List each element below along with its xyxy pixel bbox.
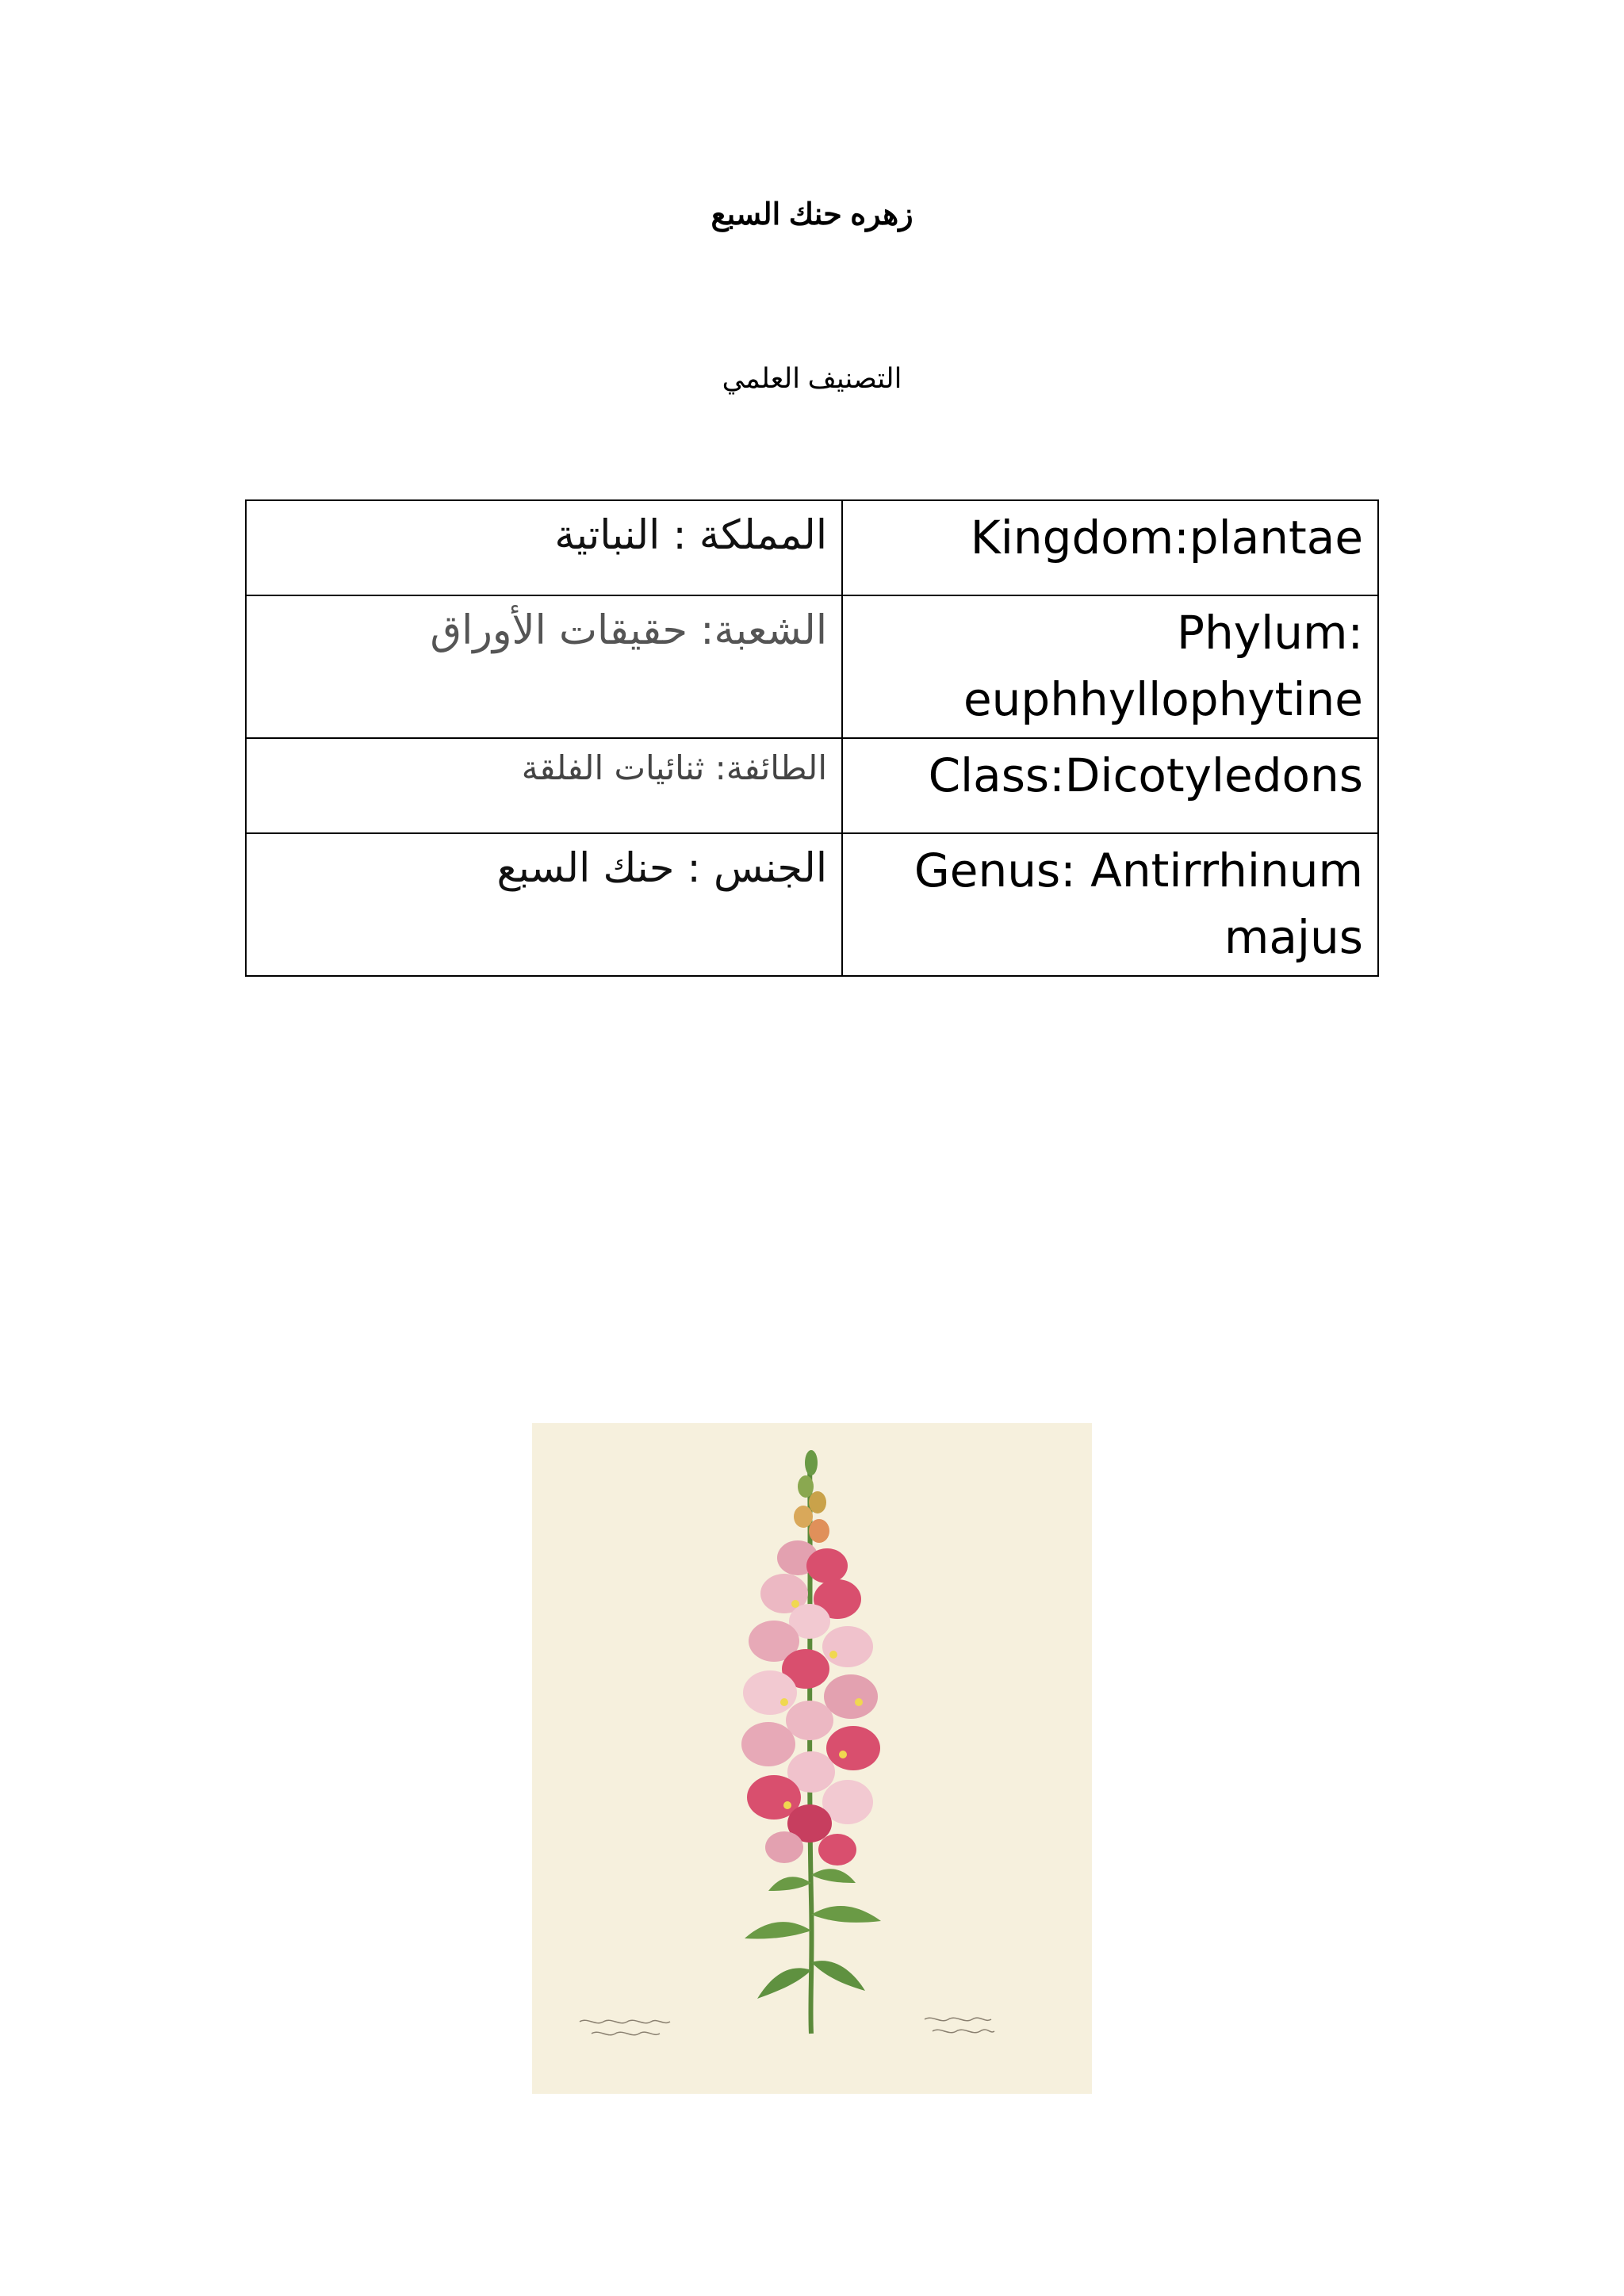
document-title: زهره حنك السبع — [710, 198, 914, 232]
taxonomy-row-kingdom — [246, 500, 1378, 595]
taxonomy-arabic-cell: الجنس : حنك السبع — [246, 833, 842, 976]
botanical-plate-icon — [532, 1423, 1092, 2094]
taxonomy-arabic-cell: الشعبة: حقيقات الأوراق — [246, 595, 842, 738]
bud-shape — [794, 1506, 813, 1528]
bud-shape — [809, 1491, 826, 1513]
taxonomy-row-class — [246, 738, 1378, 833]
taxonomy-row-genus — [246, 833, 1378, 976]
taxonomy-table — [245, 499, 1379, 977]
bud-shape — [798, 1475, 814, 1498]
bud-shape — [809, 1519, 829, 1543]
stem-shape — [810, 1455, 812, 2034]
bud-shape — [805, 1450, 818, 1475]
taxonomy-english-cell: Genus: Antirrhinum majus — [842, 833, 1378, 976]
taxonomy-english-cell: Class:Dicotyledons — [842, 738, 1378, 833]
taxonomy-english-cell: Phylum: euphhyllophytine — [842, 595, 1378, 738]
snapdragon-illustration — [532, 1423, 1092, 2094]
taxonomy-arabic-cell: الطائفة: ثنائيات الفلقة — [246, 738, 842, 833]
taxonomy-arabic-cell: المملكة : النباتية — [246, 500, 842, 595]
taxonomy-english-cell: Kingdom:plantae — [842, 500, 1378, 595]
taxonomy-row-phylum — [246, 595, 1378, 738]
document-subtitle: التصنيف العلمي — [722, 363, 902, 394]
